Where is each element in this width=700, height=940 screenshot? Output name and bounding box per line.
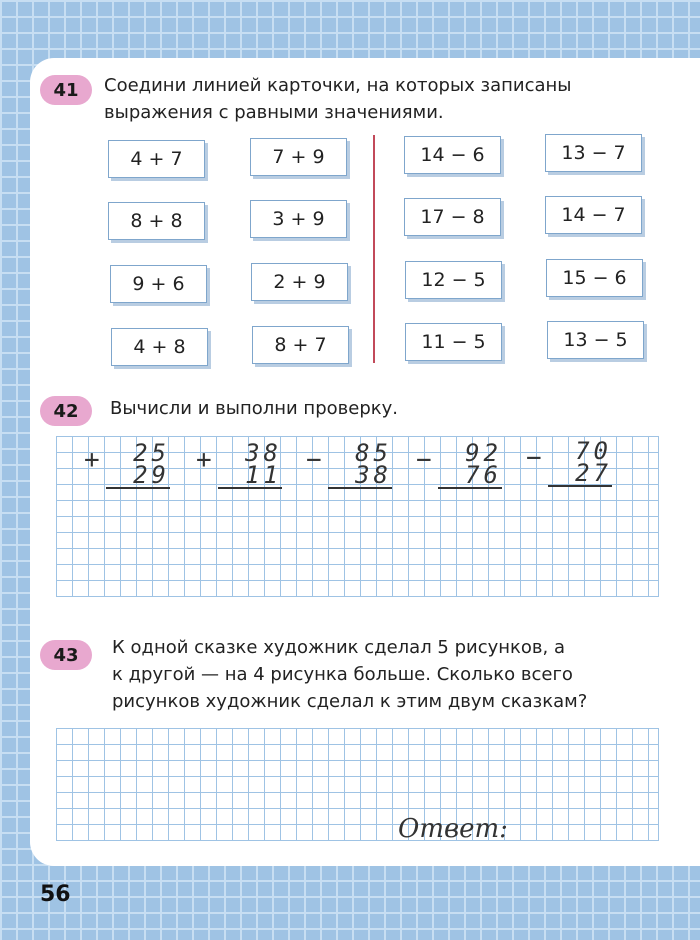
subtrahend: 76 bbox=[465, 461, 502, 489]
operation-sign: + bbox=[196, 445, 216, 475]
written-example bbox=[526, 437, 612, 487]
expression-card[interactable]: 9 + 6 bbox=[110, 265, 207, 303]
expression-card[interactable]: 7 + 9 bbox=[250, 138, 347, 176]
expression-card[interactable]: 8 + 7 bbox=[252, 326, 349, 364]
expression-card[interactable]: 15 − 6 bbox=[546, 259, 643, 297]
subtrahend: 11 bbox=[245, 461, 282, 489]
minuend: 85 bbox=[355, 439, 392, 467]
task-41-number: 41 bbox=[40, 75, 92, 105]
expression-card[interactable]: 13 − 5 bbox=[547, 321, 644, 359]
minuend: 38 bbox=[245, 439, 282, 467]
task-42-number: 42 bbox=[40, 396, 92, 426]
expression-card[interactable]: 4 + 8 bbox=[111, 328, 208, 366]
operation-sign: + bbox=[84, 445, 104, 475]
expression-card[interactable]: 3 + 9 bbox=[250, 200, 347, 238]
expression-card[interactable]: 11 − 5 bbox=[405, 323, 502, 361]
task-41-text-line2: выражения с равными значениями. bbox=[104, 102, 444, 123]
task-43-answer-grid[interactable] bbox=[56, 728, 659, 841]
minuend: 25 bbox=[133, 439, 170, 467]
minuend: 92 bbox=[465, 439, 502, 467]
task-43-text-line2: к другой — на 4 рисунка больше. Сколько всего bbox=[112, 664, 573, 685]
expression-card[interactable]: 13 − 7 bbox=[545, 134, 642, 172]
subtrahend: 38 bbox=[355, 461, 392, 489]
operation-sign: − bbox=[306, 445, 326, 475]
divider-line bbox=[373, 135, 375, 363]
operation-sign: − bbox=[416, 445, 436, 475]
expression-card[interactable]: 12 − 5 bbox=[405, 261, 502, 299]
task-42-text: Вычисли и выполни проверку. bbox=[110, 398, 398, 419]
subtrahend: 29 bbox=[133, 461, 170, 489]
task-43-text-line3: рисунков художник сделал к этим двум сказкам? bbox=[112, 691, 588, 712]
page-number: 56 bbox=[40, 882, 71, 907]
expression-card[interactable]: 2 + 9 bbox=[251, 263, 348, 301]
subtrahend: 27 bbox=[575, 459, 612, 487]
expression-card[interactable]: 17 − 8 bbox=[404, 198, 501, 236]
operation-sign: − bbox=[526, 443, 546, 473]
expression-card[interactable]: 8 + 8 bbox=[108, 202, 205, 240]
minuend: 70 bbox=[575, 437, 612, 465]
expression-card[interactable]: 14 − 6 bbox=[404, 136, 501, 174]
task-43-text-line1: К одной сказке художник сделал 5 рисунков, а bbox=[112, 637, 565, 658]
written-example bbox=[306, 439, 392, 489]
written-example bbox=[196, 439, 282, 489]
answer-label: Ответ: bbox=[398, 814, 508, 844]
written-example bbox=[416, 439, 502, 489]
written-example bbox=[84, 439, 170, 489]
task-43-number: 43 bbox=[40, 640, 92, 670]
expression-card[interactable]: 14 − 7 bbox=[545, 196, 642, 234]
task-41-text-line1: Соедини линией карточки, на которых записаны bbox=[104, 75, 572, 96]
expression-card[interactable]: 4 + 7 bbox=[108, 140, 205, 178]
